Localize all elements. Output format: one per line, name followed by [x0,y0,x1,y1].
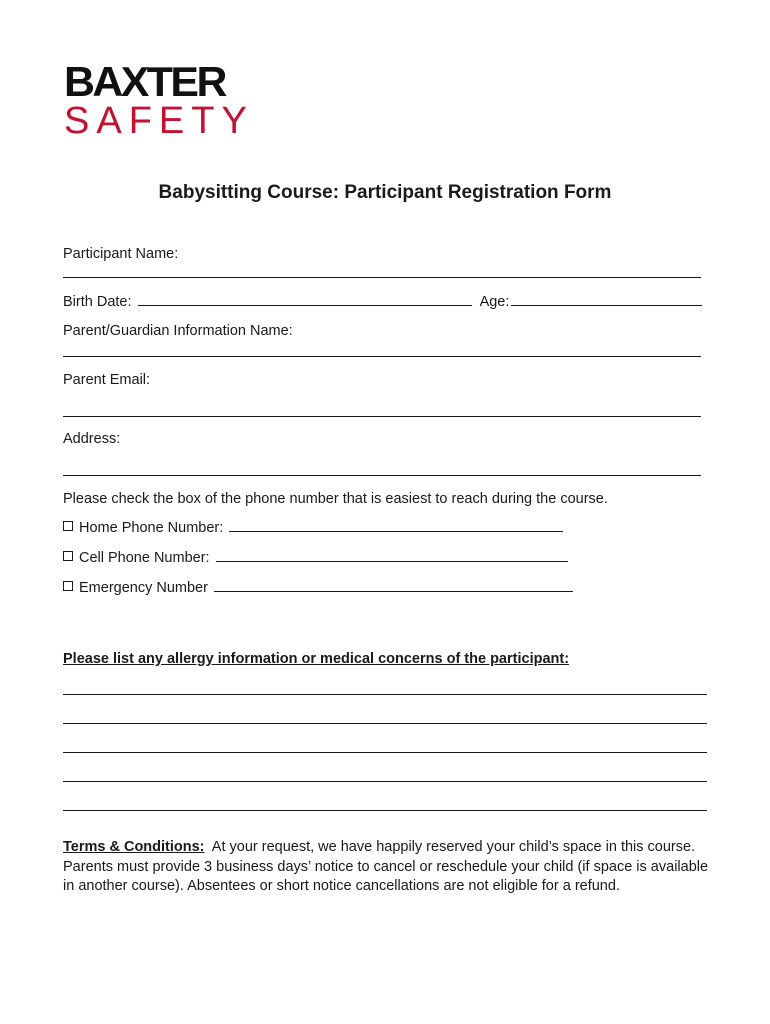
guardian-name-label: Parent/Guardian Information Name: [63,323,293,339]
baxter-safety-logo [64,58,254,142]
allergy-heading: Please list any allergy information or medical concerns of the participant: [63,651,570,667]
cell-phone-row [63,550,568,566]
address-field[interactable] [63,475,701,476]
allergy-line[interactable] [63,723,707,724]
emergency-number-checkbox[interactable] [63,581,73,591]
allergy-line[interactable] [63,752,707,753]
home-phone-label: Home Phone Number: [79,520,224,536]
emergency-number-field[interactable] [214,590,573,592]
logo-wordmark-baxter: BAXTER [64,58,225,105]
home-phone-row [63,520,563,536]
terms-paragraph [63,838,713,897]
emergency-number-row [63,580,573,596]
allergy-line[interactable] [63,810,707,811]
allergy-line[interactable] [63,781,707,782]
birth-date-row [63,294,702,310]
participant-name-label: Participant Name: [63,246,179,262]
cell-phone-checkbox[interactable] [63,551,73,561]
participant-name-field[interactable] [63,277,701,278]
age-field[interactable] [511,304,702,306]
cell-phone-field[interactable] [216,560,568,562]
guardian-name-field[interactable] [63,356,701,357]
address-label: Address: [63,431,121,447]
birth-date-field[interactable] [138,304,472,306]
terms-label: Terms & Conditions: [63,839,205,855]
parent-email-label: Parent Email: [63,372,151,388]
birth-date-label: Birth Date: [63,294,132,310]
age-label: Age: [479,294,510,310]
page-title: Babysitting Course: Participant Registration Form [158,182,612,203]
phone-instruction: Please check the box of the phone number that is easiest to reach during the course. [63,491,608,507]
cell-phone-label: Cell Phone Number: [79,550,210,566]
home-phone-field[interactable] [229,530,563,532]
home-phone-checkbox[interactable] [63,521,73,531]
allergy-line[interactable] [63,694,707,695]
parent-email-field[interactable] [63,416,701,417]
emergency-number-label: Emergency Number [79,580,208,596]
terms-text: At your request, we have happily reserved your child’s space in this course. Parents must provide 3 business days’ notice to cancel or reschedule your child (if space is available in another course). Absentees or short notice cancellations are not eligible for a refund. [63,839,709,894]
logo-wordmark-safety: SAFETY [64,100,254,142]
